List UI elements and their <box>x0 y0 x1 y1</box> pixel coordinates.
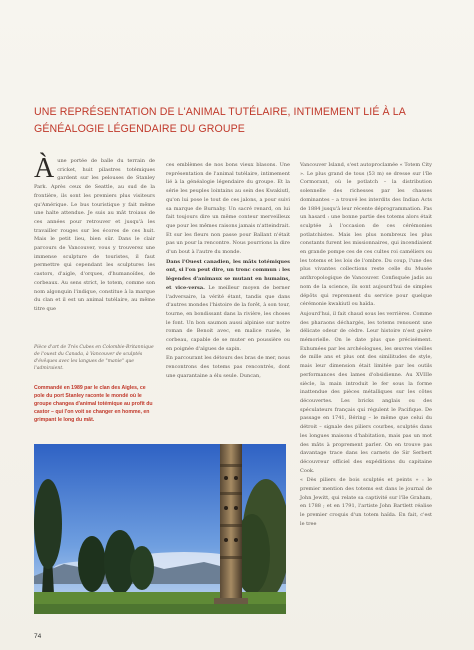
column2-paragraph-3: En parcourant les détours des bras de mer, nous rencontrons des totems pas rencontrés, dont une quarantaine a élu seule. Duncan, <box>166 355 290 379</box>
text-column-3 <box>300 161 432 530</box>
text-column-1 <box>34 153 155 314</box>
column2-paragraph-2-rest: Le meilleur moyen de berner l'adversaire, la vérité étant, tandis que dans d'autres mondes l'histoire de la forêt, à son tour, tourne, en bondissant dans la rivière, les choses le font. Un bon saumon aussi alpinise sur notre roman de Benoit avec, en malice rusée, le corbeau, capable de se muter en poussière ou en poignée d'algues de sapin. <box>166 284 290 352</box>
column1-body: une portée de balle du terrain de cricket, huit pilastres totémiques gardent sur les pelouses de Stanley Park. Après ceux de Seattle, au sud de la frontière, ils sont les premiers plus visiteurs qu'Amérique. Le bus touristique y fait même une halte attendue. Je suis au mât troiaus de ces années pour retrouver et jusqu'à les travailler rouges sur les écores de ces huit. Mais le petit lieu, bien sûr. Dans le clair parcours de Vancouver, vous y trouverez une immense sculpture de touristes, il faut permettre qui cependant les sculptures les castors, d'aigle, d'orques, d'humanoïdes, de corbeaux. Au sens strict, le totem, comme son nom algonquin l'indique, constitue à la marque du clan et il est un animal tutélaire, au même titre que <box>34 158 155 312</box>
totem-scene-illustration <box>34 444 286 614</box>
column2-paragraph-1: ces emblèmes de nos bons vieux blasons. Une représentation de l'animal tutélaire, intimement lié à la généalogie légendaire du groupe. Et la série les peuples lointains au sein des Kwakiutl, qu'on lui pose le tout de ces jalons, a pour suivi sa marque de Burnaby. Un sacré renard, on lui fait toujours dire un même conteur merveilleux que pour les mêmes raisons jamais n'atteindrait. Et sur les fleurs non passe pour Ballant n'était pas un pour la rencontre. Nous pourrions la dire d'un bout à l'autre du monde. <box>166 162 290 256</box>
photo-callout: Commandé en 1989 par le clan des Aigles, ce pole du port Stanley raconte le mondé où le groupe changea d'animal totémique au profit du castor – qui l'on voit se changer en homme, en grimpant le long du mât. <box>34 385 153 423</box>
article-heading: UNE REPRÉSENTATION DE L'ANIMAL TUTÉLAIRE, INTIMEMENT LIÉ À LA GÉNÉALOGIE LÉGENDAIRE DU GROUPE <box>34 106 406 135</box>
column2-bold-lead: Dans l'Ouest canadien, les mâts totémiques ont, si l'on peut dire, un tronc commun : les légendes d'animaux se mutant en humains, et vice-versa. <box>166 258 290 291</box>
drop-cap: À <box>34 153 55 184</box>
photo-caption: Pièce d'art de Trés Cubes en Colombie-Britannique de l'ouest du Canada, à Vancouver de sculptés d'évêques avec les langues de "manie" que l'admiraient. <box>34 345 154 371</box>
text-column-2 <box>166 161 290 382</box>
column2-paragraph-2 <box>166 258 290 354</box>
totem-pole-photo <box>34 444 286 614</box>
column3-paragraph-2: Aujourd'hui, il fait chaud sous les verrières. Comme des pharaons déchargés, les totems renouent une délicate odeur de cèdre. Leur histoire n'est guère mémorielle. On le date plus que précisément. Exhumées par les archéologues, les œuvres vieilles de mille ans et plus ont des similitudes de style, mais leur dimension était limitée par les outils performances des lames d'obsidienne. Au XVIIIe siècle, la main introduit le fer sous la forme inattendue des pièces métalliques sur les côtes découvertes. Les bricks anglais ou des spéculateurs français qui régulent le Pacifique. De passage en 1741, Béring – le même que celui du détroit – signale des piliers courbes, sculptés dans les longues maisons d'habitation, mais pas un mot des mâts à proprement parler. On en trouve pas davantage trace dans les carnets de Sir Serbert découvreur officiel des expéditions du capitaine Cook. <box>300 310 432 474</box>
page-number: 74 <box>34 633 42 640</box>
column3-paragraph-1: Vancouver Island, s'est autoproclamée « Totem City ». Le plus grand de tous (53 m) se dresse sur l'île Cormorant, où le potlatch – la distribution solennelle des richesses par les chasses dominantes – a trouvé les interdits des Indian Acts de 1884 jusqu'à leur récente déprogrammation. Pas un hasard : une bonne partie des totems alors était sculptée à l'occasion de ces cérémonies potlatchistes. Mais les plus nombreux les plus constants furent les missionnaires, qui incendiaient en grande pompe ces de ces cultes roi caméliers ou les totems et les lois de l'ombre. Du coup, l'une des plus vivantes collections reste celle du Musée anthropologique de Vancouver. Confisquée jadis au nom de la science, ils sont aujourd'hui de simples dépôts qui reprennent du service pour quelque cérémonie kwakiutl ou haïda. <box>300 162 432 308</box>
column3-paragraph-3: « Dès piliers de bois sculptés et peints » : le premier mention des totems est dans le journal de John Jewitt, qui relate sa captivité sur l'île Graham, en 1788 ; et en 1791, l'artiste John Bartlett réalise le premier croquis d'un totem haïda. En fait, c'est le tree <box>300 477 432 527</box>
